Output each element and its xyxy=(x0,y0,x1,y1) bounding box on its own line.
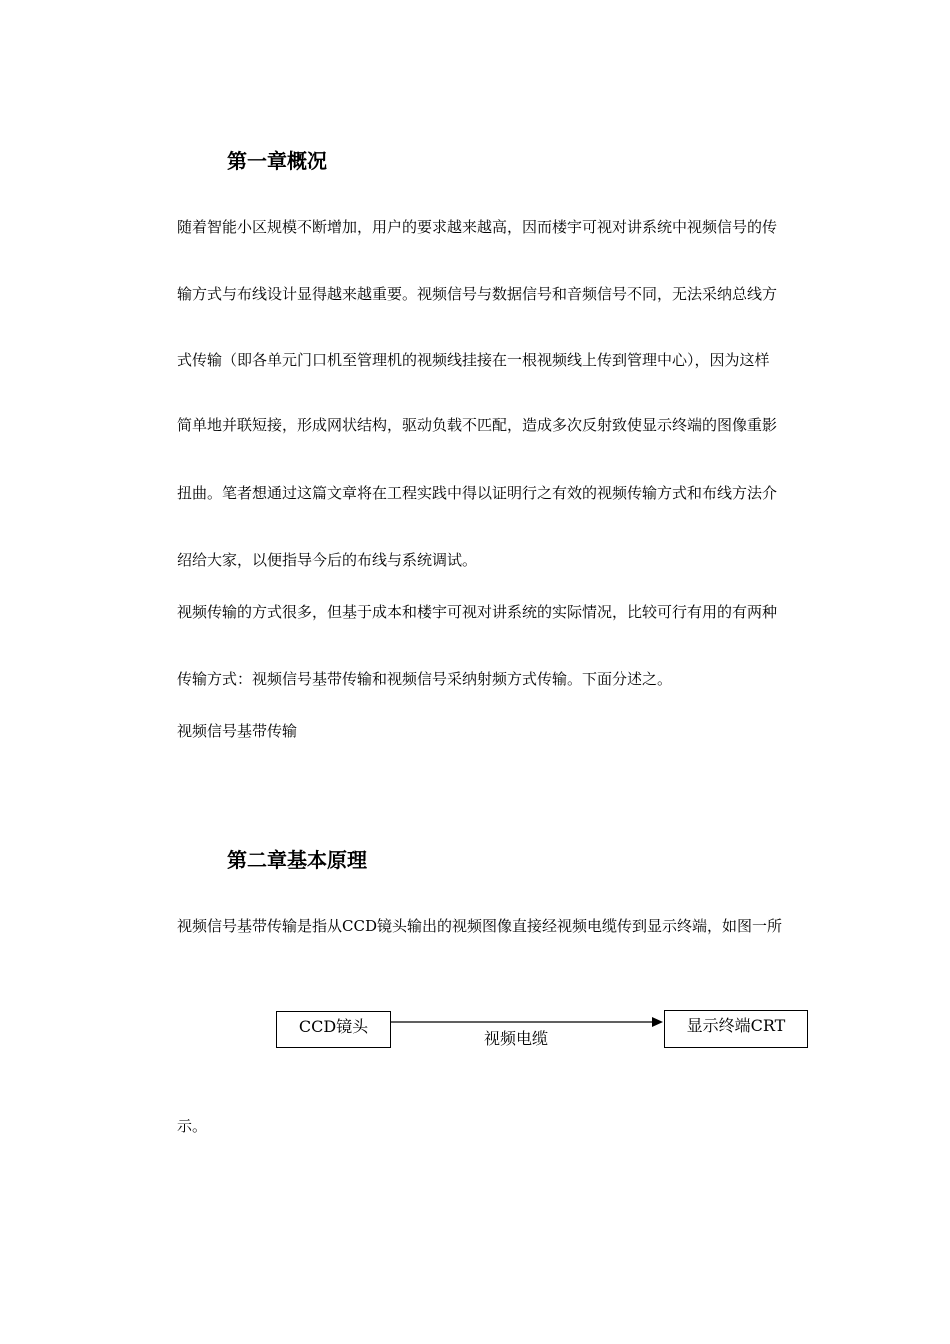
chapter1-subheading: 视频信号基带传输 xyxy=(177,722,298,740)
chapter1-para2-line2: 传输方式：视频信号基带传输和视频信号采纳射频方式传输。下面分述之。 xyxy=(177,670,673,688)
chapter1-para1-line5: 扭曲。笔者想通过这篇文章将在工程实践中得以证明行之有效的视频传输方式和布线方法介 xyxy=(177,484,778,502)
chapter1-para1-line2: 输方式与布线设计显得越来越重要。视频信号与数据信号和音频信号不同，无法采纳总线方 xyxy=(177,285,778,303)
diagram-target-box: 显示终端CRT xyxy=(664,1010,808,1048)
chapter2-para-line1: 视频信号基带传输是指从CCD镜头输出的视频图像直接经视频电缆传到显示终端，如图一所 xyxy=(177,917,782,935)
diagram-cable-label: 视频电缆 xyxy=(484,1029,549,1048)
chapter1-para1-line1: 随着智能小区规模不断增加，用户的要求越来越高，因而楼宇可视对讲系统中视频信号的传 xyxy=(177,218,778,236)
chapter1-para2-line1: 视频传输的方式很多，但基于成本和楼宇可视对讲系统的实际情况，比较可行有用的有两种 xyxy=(177,603,778,621)
chapter2-title: 第二章基本原理 xyxy=(227,848,367,872)
chapter1-para1-line4: 简单地并联短接，形成网状结构，驱动负载不匹配，造成多次反射致使显示终端的图像重影 xyxy=(177,416,778,434)
diagram-arrow-head xyxy=(652,1017,663,1027)
chapter1-para1-line6: 绍给大家，以便指导今后的布线与系统调试。 xyxy=(177,551,478,569)
chapter2-para-line2: 示。 xyxy=(177,1117,208,1135)
diagram-source-box: CCD镜头 xyxy=(276,1011,391,1048)
chapter1-title: 第一章概况 xyxy=(227,149,327,173)
chapter1-para1-line3: 式传输（即各单元门口机至管理机的视频线挂接在一根视频线上传到管理中心），因为这样 xyxy=(177,351,770,369)
